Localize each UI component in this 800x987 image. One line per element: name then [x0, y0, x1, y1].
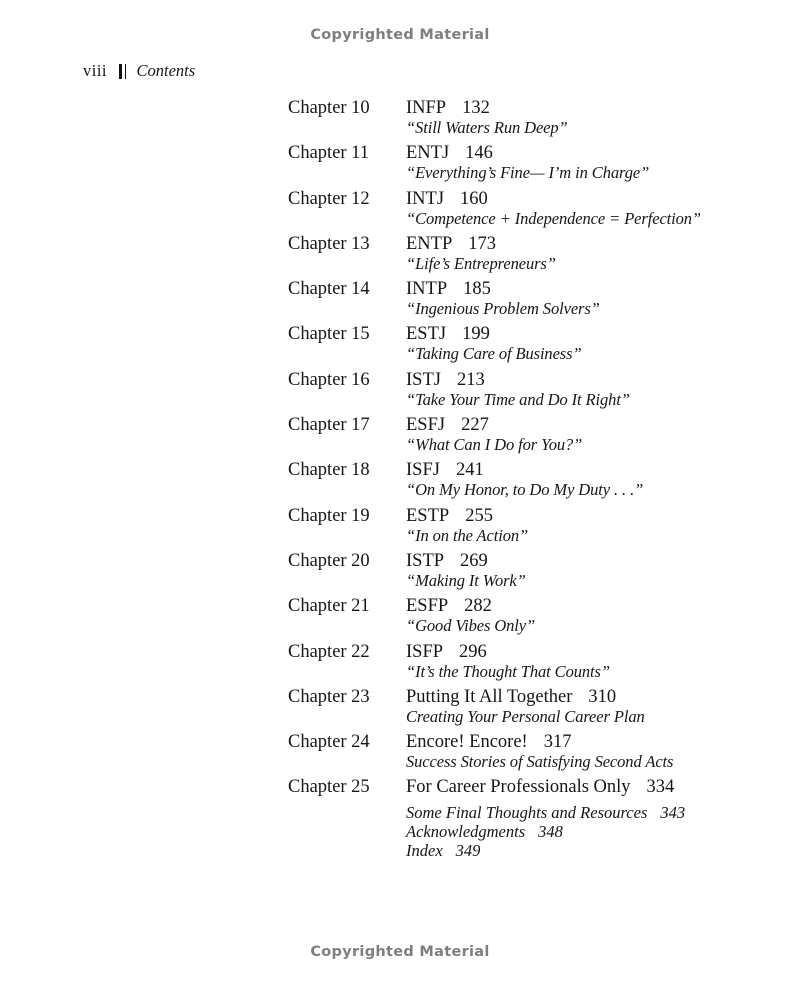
chapter-subtitle: “What Can I Do for You?” [406, 435, 583, 455]
back-matter-title: Index [406, 840, 443, 860]
chapter-entry-body [406, 370, 758, 409]
back-matter-page-number: 348 [538, 822, 563, 842]
chapter-subtitle: “In on the Action” [406, 525, 529, 545]
toc-entry-chapter-12 [288, 189, 758, 228]
chapter-entry-body [406, 415, 758, 454]
chapter-entry-body [406, 777, 758, 797]
back-matter-title: Some Final Thoughts and Resources [406, 803, 648, 823]
chapter-label: Chapter 18 [288, 460, 370, 481]
toc-entry-chapter-15 [288, 324, 758, 363]
chapter-entry-body [406, 732, 758, 771]
table-of-contents [288, 98, 758, 861]
chapter-page-number: 185 [463, 279, 491, 300]
back-matter-page-number: 343 [660, 803, 686, 823]
toc-entry-chapter-18 [288, 460, 758, 499]
chapter-subtitle: Creating Your Personal Career Plan [406, 706, 645, 726]
chapter-label: Chapter 15 [288, 324, 370, 345]
chapter-subtitle: “Still Waters Run Deep” [406, 118, 568, 137]
copyright-banner-top: Copyrighted Material [310, 27, 490, 43]
chapter-title: Encore! Encore! [406, 732, 528, 753]
chapter-entry-body [406, 189, 758, 228]
chapter-page-number: 199 [462, 324, 490, 345]
chapter-title: INTP [406, 279, 448, 300]
toc-entry-chapter-20 [288, 551, 758, 590]
toc-entry-chapter-19 [288, 506, 758, 545]
running-head: Contents [136, 61, 196, 80]
chapter-label: Chapter 19 [288, 505, 370, 526]
chapter-label: Chapter 10 [288, 98, 370, 118]
toc-entry-chapter-25 [288, 777, 758, 797]
chapter-title: ISTP [406, 550, 445, 571]
chapter-title: ISTJ [406, 369, 441, 390]
chapter-title: ISFP [406, 641, 444, 662]
chapter-page-number: 241 [455, 460, 484, 481]
chapter-subtitle: “Life’s Entrepreneurs” [406, 253, 556, 273]
chapter-title-line [406, 642, 758, 662]
chapter-label: Chapter 16 [288, 369, 370, 390]
chapter-title: ENTJ [406, 143, 450, 164]
chapter-title-line [406, 460, 758, 480]
chapter-page-number: 282 [464, 596, 492, 617]
toc-entry-chapter-21 [288, 596, 758, 635]
chapter-title-line [406, 143, 758, 163]
chapter-title-line [406, 732, 758, 752]
chapter-title: INFP [406, 98, 447, 118]
folio-page-number: viii [83, 61, 108, 80]
back-matter-entry [406, 823, 758, 842]
chapter-label: Chapter 21 [288, 596, 370, 617]
chapter-subtitle: “Good Vibes Only” [406, 616, 536, 636]
chapter-entry-body [406, 324, 758, 363]
chapter-subtitle: “Take Your Time and Do It Right” [406, 389, 630, 409]
chapter-page-number: 213 [456, 369, 485, 390]
chapter-page-number: 269 [460, 550, 488, 571]
back-matter-section [406, 804, 758, 860]
chapter-page-number: 296 [459, 641, 487, 662]
chapter-title: ESTJ [406, 324, 447, 345]
chapter-title: ENTP [406, 233, 453, 254]
chapter-entry-body [406, 143, 758, 182]
chapter-subtitle: “It’s the Thought That Counts” [406, 661, 610, 681]
chapter-entry-body [406, 98, 758, 137]
back-matter-title: Acknowledgments [406, 822, 526, 842]
chapter-entry-body [406, 279, 758, 318]
chapter-label: Chapter 24 [288, 732, 370, 753]
chapter-subtitle: “On My Honor, to Do My Duty . . .” [406, 480, 644, 500]
chapter-page-number: 132 [462, 98, 490, 118]
chapter-entry-body [406, 687, 758, 726]
chapter-title-line [406, 370, 758, 390]
header-divider-bars [119, 64, 126, 79]
page-header [83, 61, 195, 81]
toc-entry-chapter-16 [288, 370, 758, 409]
chapter-page-number: 173 [468, 233, 496, 254]
toc-entry-chapter-10 [288, 98, 758, 137]
chapter-subtitle: “Everything’s Fine— I’m in Charge” [406, 163, 650, 183]
chapter-title: ESFJ [406, 415, 446, 436]
chapter-subtitle: “Competence + Independence = Perfection” [406, 208, 702, 228]
chapter-entry-body [406, 506, 758, 545]
back-matter-entry [406, 804, 758, 823]
chapter-title-line [406, 279, 758, 299]
toc-entry-chapter-24 [288, 732, 758, 771]
chapter-subtitle: “Making It Work” [406, 570, 526, 590]
chapter-subtitle: “Taking Care of Business” [406, 344, 582, 364]
chapter-title-line [406, 777, 758, 797]
chapter-page-number: 160 [460, 188, 488, 209]
chapter-title-line [406, 324, 758, 344]
chapter-page-number: 317 [543, 732, 572, 753]
chapter-label: Chapter 20 [288, 550, 370, 571]
chapter-entry-body [406, 460, 758, 499]
chapter-label: Chapter 23 [288, 686, 370, 707]
chapter-title-line [406, 98, 758, 118]
chapter-entry-body [406, 642, 758, 681]
copyright-banner-bottom: Copyrighted Material [310, 944, 490, 960]
toc-entry-chapter-23 [288, 687, 758, 726]
toc-entry-chapter-11 [288, 143, 758, 182]
chapter-title-line [406, 415, 758, 435]
chapter-label: Chapter 22 [288, 641, 370, 662]
chapter-subtitle: “Ingenious Problem Solvers” [406, 299, 600, 319]
chapter-title-line [406, 687, 758, 707]
chapter-page-number: 334 [646, 777, 675, 798]
toc-entry-chapter-14 [288, 279, 758, 318]
toc-entry-chapter-17 [288, 415, 758, 454]
chapter-title-line [406, 189, 758, 209]
back-matter-page-number: 349 [455, 840, 481, 860]
chapter-label: Chapter 11 [288, 143, 370, 164]
chapter-title: Putting It All Together [406, 686, 573, 707]
chapter-title-line [406, 551, 758, 571]
chapter-page-number: 227 [461, 415, 489, 436]
chapter-page-number: 146 [465, 143, 493, 164]
chapter-label: Chapter 12 [288, 188, 370, 209]
chapter-title: ESTP [406, 505, 450, 526]
chapter-title-line [406, 596, 758, 616]
chapter-title-line [406, 506, 758, 526]
back-matter-entry [406, 842, 758, 861]
chapter-title-line [406, 234, 758, 254]
chapter-label: Chapter 25 [288, 777, 370, 798]
toc-entry-chapter-13 [288, 234, 758, 273]
chapter-page-number: 310 [588, 686, 617, 707]
chapter-subtitle: Success Stories of Satisfying Second Acts [406, 752, 674, 772]
chapter-title: ISFJ [406, 460, 440, 481]
chapter-label: Chapter 13 [288, 233, 370, 254]
chapter-label: Chapter 14 [288, 279, 370, 300]
chapter-entry-body [406, 234, 758, 273]
chapter-entry-body [406, 596, 758, 635]
chapter-title: For Career Professionals Only [406, 777, 631, 798]
chapter-entry-body [406, 551, 758, 590]
chapter-page-number: 255 [465, 505, 493, 526]
chapter-label: Chapter 17 [288, 415, 370, 436]
chapter-title: INTJ [406, 188, 445, 209]
chapter-title: ESFP [406, 596, 449, 617]
toc-entry-chapter-22 [288, 642, 758, 681]
